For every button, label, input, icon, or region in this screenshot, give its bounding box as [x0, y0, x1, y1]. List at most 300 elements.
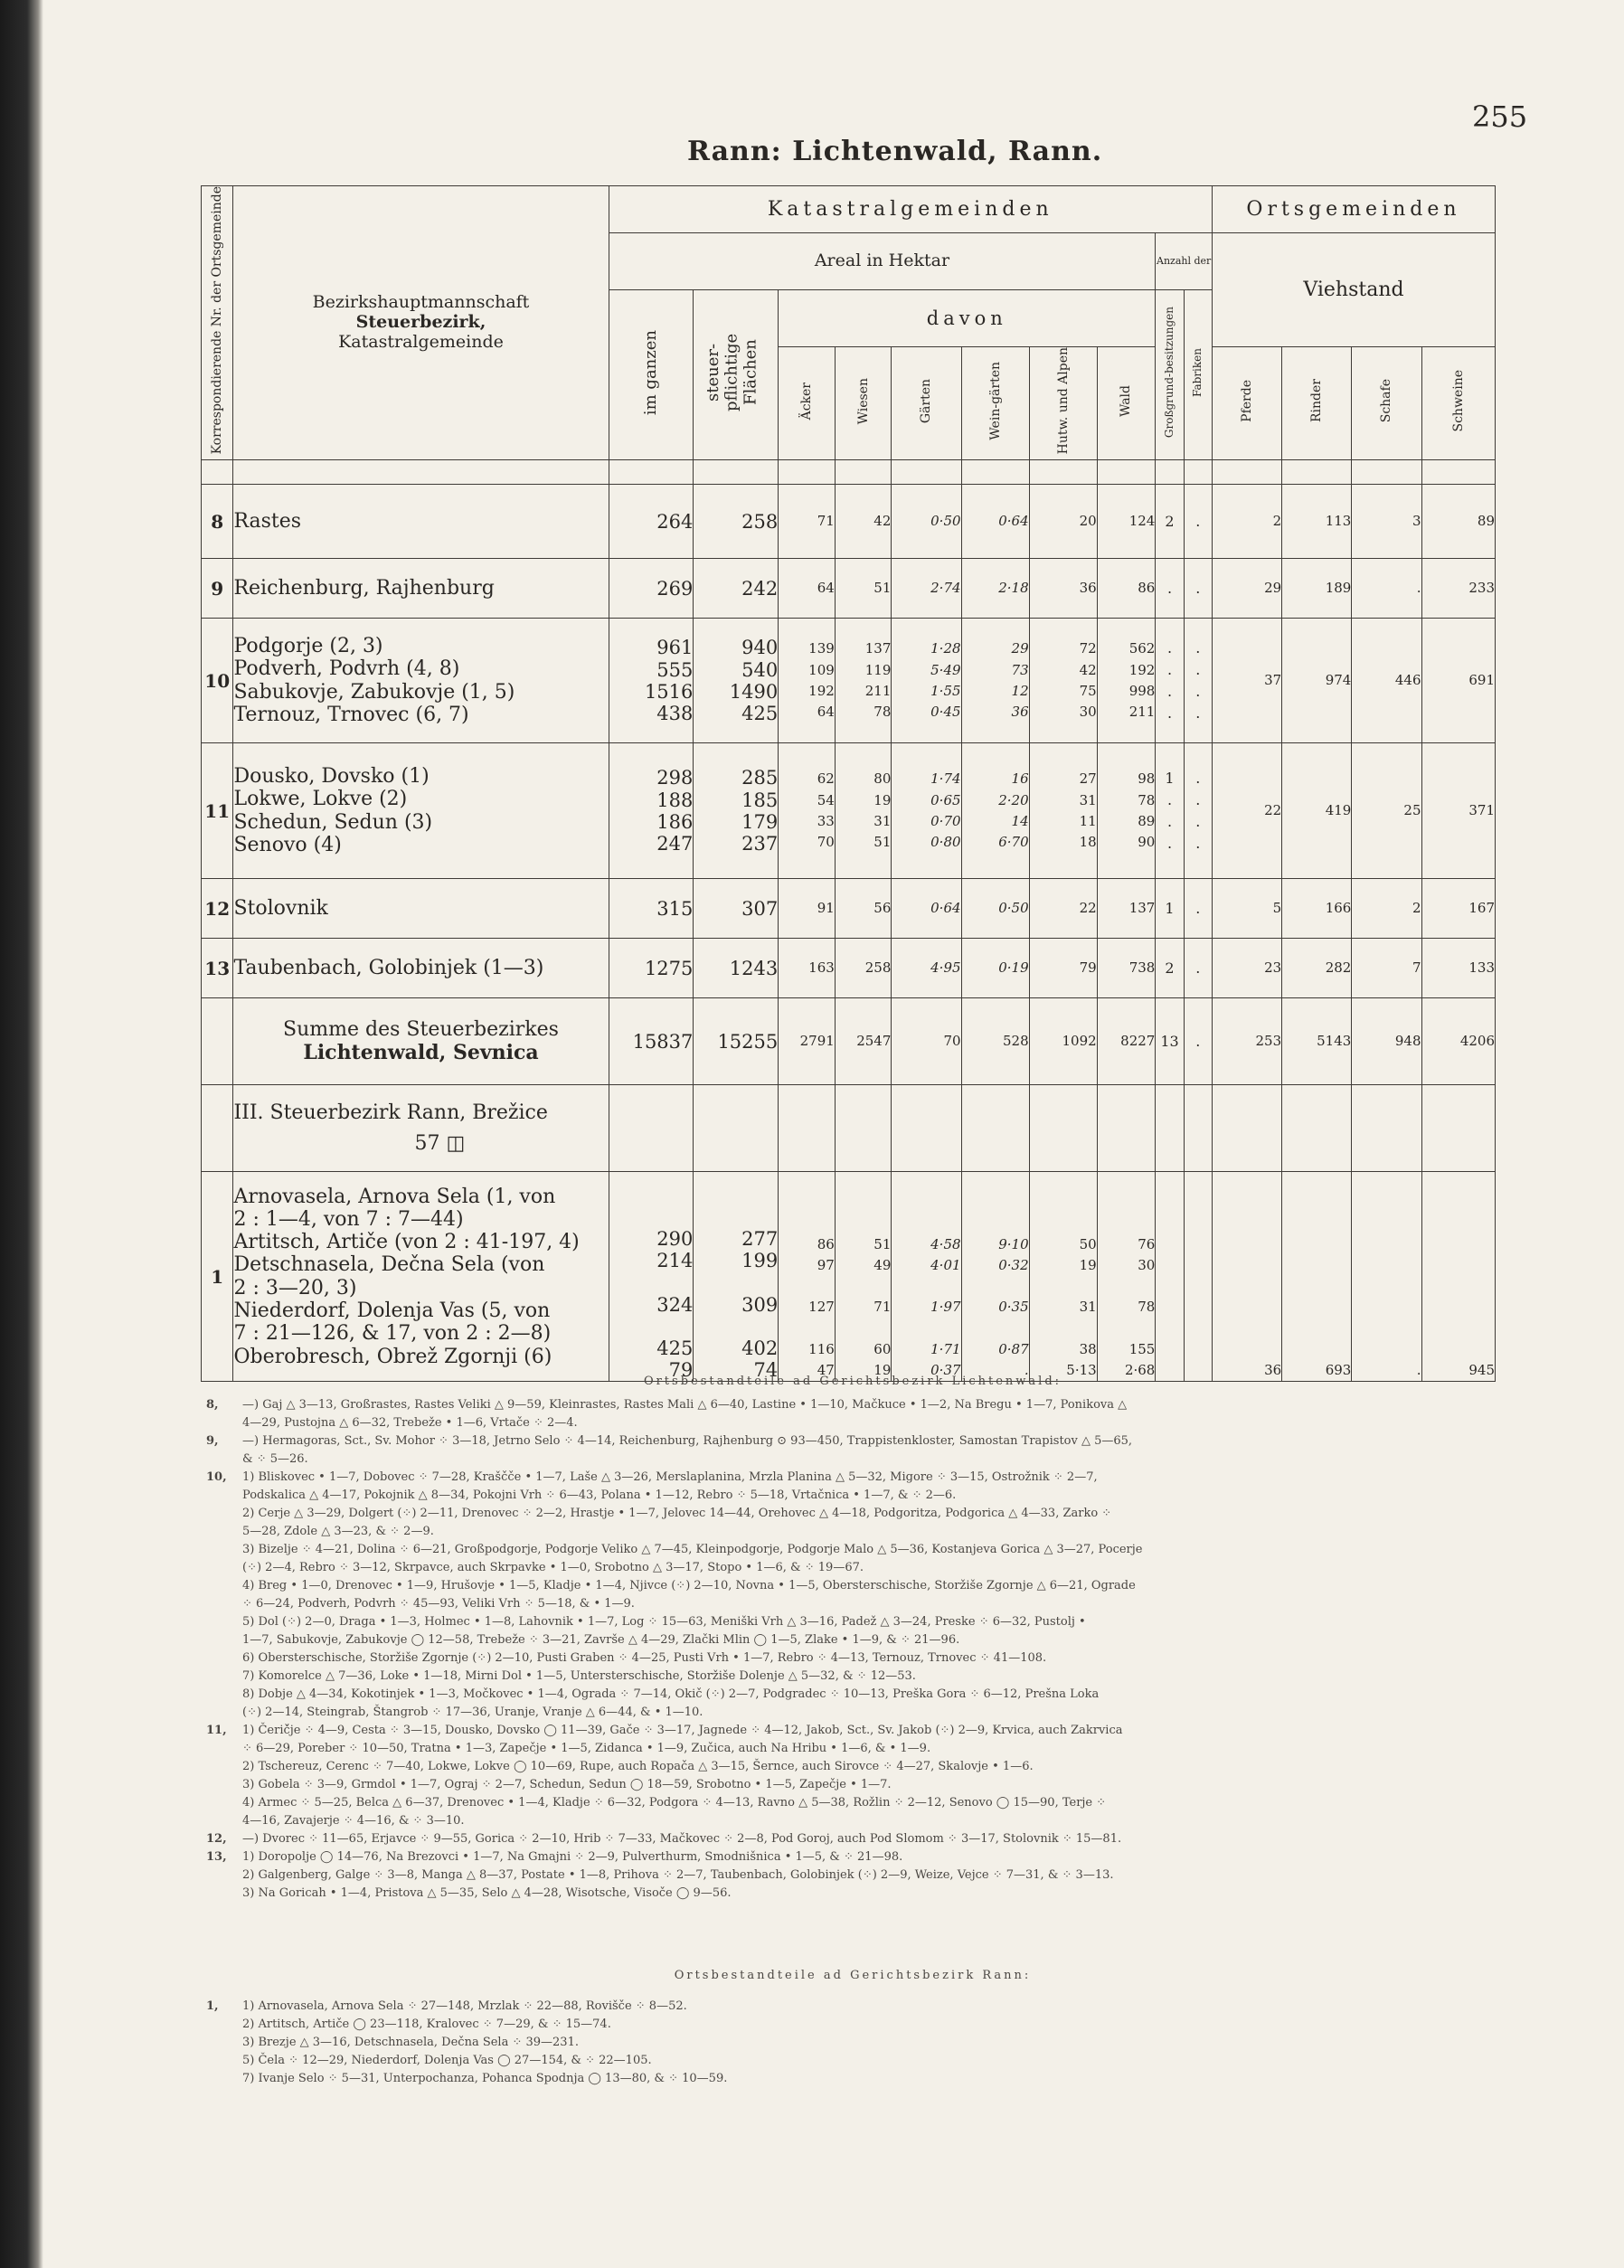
- row-wiesen-value: [836, 1318, 892, 1339]
- row-gaerten-value: 2·74: [930, 580, 961, 597]
- row-wald-value: 2·68: [1124, 1362, 1156, 1379]
- row-hutweiden: [1029, 485, 1097, 559]
- col-schafe: Schafe: [1352, 347, 1421, 460]
- row-schweine: 233: [1421, 559, 1496, 619]
- row-weingaerten-value: 6·70: [998, 834, 1029, 851]
- note-number: 12,: [206, 1832, 227, 1846]
- note-number: 1,: [206, 1999, 219, 2013]
- note-line: 1) Čerič̌je ⁘ 4—9, Cesta ⁘ 3—15, Dousko, Dovsko ◯ 11—39, Gače ⁘ 3—17, Jagnede ⁘ 4—12, Jakob, Sct., Sv. Jakob (⁘) 2—9, Krvica, auch Zakrvica: [242, 1724, 1123, 1737]
- row-weingaerten-value: [962, 1276, 1029, 1297]
- row-wiesen-value: 49: [873, 1256, 892, 1273]
- row-aecker-value: 139: [808, 640, 835, 657]
- running-title: Rann: Lichtenwald, Rann.: [687, 136, 1103, 167]
- note-line: 3) Gobela ⁘ 3—9, Grmdol • 1—7, Ograj ⁘ 2—7, Schedun, Sedun ◯ 18—59, Srobotno • 1—5, Zapečje • 1—7.: [242, 1778, 892, 1791]
- note-line: 3) Na Goricah • 1—4, Pristova △ 5—35, Selo △ 4—28, Wisotsche, Visoče ◯ 9—56.: [242, 1886, 732, 1900]
- summe-wein: 528: [961, 998, 1029, 1085]
- blank-cell: [694, 1085, 779, 1172]
- row-steuerpflichtig-value: 307: [741, 897, 779, 920]
- row-schafe: 7: [1352, 939, 1421, 998]
- row-steuerpflichtig-value: 258: [741, 510, 779, 533]
- row-wald-value: [1098, 1276, 1156, 1297]
- row-aecker-value: 163: [808, 959, 835, 977]
- row-hutweiden-value: 50: [1079, 1235, 1097, 1252]
- blank-cell: [1097, 1085, 1156, 1172]
- blank-cell: [1029, 1085, 1097, 1172]
- row-wald-value: 30: [1138, 1256, 1156, 1273]
- row-nr: 8: [202, 485, 233, 559]
- row-weingaerten: [961, 619, 1029, 743]
- row-gaerten-value: 1·74: [930, 770, 961, 788]
- row-name-value: Artitsch, Artiče (von 2 : 41-197, 4): [233, 1231, 580, 1254]
- row-weingaerten-value: 16: [1011, 770, 1029, 788]
- row-wiesen-value: 71: [873, 1299, 892, 1316]
- row-hutweiden-value: 38: [1079, 1340, 1097, 1357]
- col-steuerpflichtig: steuer-pflichtige Flächen: [694, 290, 779, 460]
- row-weingaerten: [961, 485, 1029, 559]
- row-gaerten: [892, 1172, 961, 1382]
- row-aecker-value: 47: [817, 1362, 835, 1379]
- blank-cell: [1184, 1085, 1212, 1172]
- row-aecker-value: 62: [817, 770, 835, 788]
- row-hutweiden-value: 31: [1079, 791, 1097, 808]
- row-fabriken-value: .: [1195, 682, 1201, 700]
- row-aecker: [779, 1172, 836, 1382]
- row-steuerpflichtig-value: 940: [741, 637, 779, 659]
- row-schafe: 446: [1352, 619, 1421, 743]
- row-gaerten: [892, 559, 961, 619]
- row-wald-value: 124: [1128, 513, 1156, 530]
- row-fabriken: [1184, 743, 1212, 879]
- bezirk3-sub: 57 ◫: [414, 1131, 466, 1155]
- row-name-value: Lokwe, Lokve (2): [233, 788, 408, 811]
- table-row: [202, 619, 1496, 743]
- row-wiesen-value: 42: [873, 513, 892, 530]
- row-hutweiden-value: 42: [1079, 661, 1097, 678]
- col-nr: Korrespondierende Nr. der Ortsgemeinde: [202, 186, 233, 460]
- row-nr: 11: [202, 743, 233, 879]
- row-aecker: [779, 619, 836, 743]
- row-gaerten-value: 1·97: [930, 1299, 961, 1316]
- row-gaerten: [892, 485, 961, 559]
- row-hutweiden-value: 30: [1079, 704, 1097, 721]
- row-steuerpflichtig: [694, 619, 779, 743]
- note-line: 4—29, Pustojna △ 6—32, Trebeže • 1—6, Vrtače ⁘ 2—4.: [242, 1416, 578, 1430]
- row-grossgrund-value: 1: [1165, 769, 1175, 787]
- row-grossgrund: [1156, 619, 1184, 743]
- table-row: [202, 559, 1496, 619]
- row-gaerten-value: 4·95: [930, 959, 961, 977]
- row-aecker-value: 109: [808, 661, 835, 678]
- row-weingaerten-value: 29: [1011, 640, 1029, 657]
- row-schweine: 89: [1421, 485, 1496, 559]
- bezirk3-heading: III. Steuerbezirk Rann, Brežice: [233, 1101, 548, 1125]
- row-hutweiden: [1029, 743, 1097, 879]
- row-pferde: 23: [1212, 939, 1281, 998]
- note-number: 9,: [206, 1434, 219, 1448]
- row-hutweiden-value: 5·13: [1066, 1362, 1097, 1379]
- orts-group-header: Ortsgemeinden: [1212, 186, 1495, 233]
- row-wiesen-value: 119: [864, 661, 892, 678]
- row-gaerten-value: 0·64: [930, 900, 961, 917]
- note-text: [242, 1396, 1499, 1432]
- row-gaerten-value: 4·01: [930, 1256, 961, 1273]
- row-gaerten-value: 0·50: [930, 513, 961, 530]
- note-line: 4—16, Zavajerje ⁘ 4—16, & ⁘ 3—10.: [242, 1814, 465, 1828]
- row-aecker: [779, 559, 836, 619]
- row-aecker-value: 54: [817, 791, 835, 808]
- davon-header: davon: [779, 290, 1156, 347]
- page-number: 255: [1472, 99, 1528, 134]
- summe-line1: Summe des Steuerbezirkes: [283, 1018, 559, 1042]
- row-name-value: Taubenbach, Golobinjek (1—3): [233, 957, 544, 980]
- row-steuerpflichtig-value: 237: [741, 832, 779, 855]
- blank-cell: [609, 1085, 694, 1172]
- col-im-ganzen: im ganzen: [609, 290, 694, 460]
- row-schafe: .: [1352, 1172, 1421, 1382]
- row-wiesen: [835, 743, 892, 879]
- row-schweine: 945: [1421, 1172, 1496, 1382]
- row-wald-value: 89: [1138, 812, 1156, 829]
- summe-pferde: 253: [1212, 998, 1281, 1085]
- row-wiesen: [835, 939, 892, 998]
- statistics-table: [201, 185, 1496, 1382]
- row-gaerten: [892, 619, 961, 743]
- summe-wald: 8227: [1097, 998, 1156, 1085]
- row-grossgrund: [1156, 879, 1184, 939]
- notes2-title: Ortsbestandteile ad Gerichtsbezirk Rann:: [674, 1969, 1032, 1982]
- note-line: 4) Armec ⁘ 5—25, Belca △ 6—37, Drenovec • 1—4, Kladje ⁘ 6—32, Podgora ⁘ 4—13, Ravno △ 5—38, Rožlin ⁘ 2—12, Senovo ◯ 15—90, Terje ⁘: [242, 1796, 1107, 1810]
- row-weingaerten-value: 0·87: [998, 1340, 1029, 1357]
- row-weingaerten-value: 0·64: [998, 513, 1029, 530]
- row-im-ganzen-value: 438: [656, 702, 694, 724]
- table-row: [202, 879, 1496, 939]
- row-grossgrund-value: .: [1166, 812, 1173, 830]
- row-gaerten-value: 0·80: [930, 834, 961, 851]
- row-im-ganzen: [609, 1172, 694, 1382]
- row-fabriken: [1184, 1172, 1212, 1382]
- row-im-ganzen-value: 1516: [644, 680, 694, 703]
- row-name-value: Detschnasela, Dečna Sela (von: [233, 1253, 545, 1277]
- row-gaerten-value: [892, 1318, 960, 1339]
- note-line: —) Gaj △ 3—13, Großrastes, Rastes Veliki △ 9—59, Kleinrastes, Rastes Mali △ 6—40, Lastine • 1—10, Mačkuce • 1—2, Na Bregu • 1—7, Ponikova △: [242, 1398, 1128, 1412]
- row-grossgrund-value: 2: [1165, 959, 1175, 977]
- row-hutweiden-value: 19: [1079, 1256, 1097, 1273]
- row-steuerpflichtig-value: 285: [741, 767, 779, 789]
- row-nr: 9: [202, 559, 233, 619]
- row-wald-value: 86: [1138, 580, 1156, 597]
- row-weingaerten: [961, 559, 1029, 619]
- row-rinder: 189: [1282, 559, 1352, 619]
- col-hutweiden: Hutw. und Alpen: [1029, 347, 1097, 460]
- summe-schafe: 948: [1352, 998, 1421, 1085]
- note-text: [242, 1848, 1499, 1903]
- row-name-value: 7 : 21—126, & 17, von 2 : 2—8): [233, 1322, 552, 1346]
- row-grossgrund: [1156, 939, 1184, 998]
- row-steuerpflichtig-value: 425: [741, 702, 779, 724]
- row-steuerpflichtig-value: 1490: [729, 680, 779, 703]
- row-pferde: 2: [1212, 485, 1281, 559]
- row-schweine: 371: [1421, 743, 1496, 879]
- note-line: 1) Doropolje ◯ 14—76, Na Brezovci • 1—7, Na Gmajni ⁘ 2—9, Pulverthurm, Smodnišnica • 1—5, & ⁘ 21—98.: [242, 1850, 903, 1864]
- row-wald-value: 98: [1138, 770, 1156, 788]
- row-wald-value: 192: [1128, 661, 1156, 678]
- note-text: [242, 1830, 1499, 1848]
- row-steuerpflichtig-value: 242: [741, 577, 779, 600]
- row-grossgrund-value: .: [1166, 638, 1173, 657]
- row-im-ganzen: [609, 619, 694, 743]
- row-wiesen-value: 51: [873, 580, 892, 597]
- row-aecker-value: [779, 1318, 835, 1339]
- note-line: 3) Brezje △ 3—16, Detschnasela, Dečna Sela ⁘ 39—231.: [242, 2036, 579, 2049]
- row-steuerpflichtig: [694, 879, 779, 939]
- row-name-value: Sabukovje, Zabukovje (1, 5): [233, 680, 515, 704]
- row-schafe: 3: [1352, 485, 1421, 559]
- col-rinder: Rinder: [1282, 347, 1352, 460]
- row-grossgrund: [1156, 559, 1184, 619]
- row-aecker: [779, 743, 836, 879]
- row-wald-value: 562: [1128, 640, 1156, 657]
- row-name-value: Stolovnik: [233, 897, 328, 921]
- row-aecker-value: 192: [808, 682, 835, 699]
- row-steuerpflichtig-value: [694, 1272, 778, 1294]
- col-wiesen: Wiesen: [835, 347, 892, 460]
- row-im-ganzen: [609, 879, 694, 939]
- summe-fabriken: .: [1184, 998, 1212, 1085]
- note-line: 2) Cerje △ 3—29, Dolgert (⁘) 2—11, Drenovec ⁘ 2—2, Hrastje • 1—7, Jelovec 14—44, Orehovec △ 4—18, Podgoritza, Podgorica △ 4—33, Zarko ⁘: [242, 1507, 1112, 1520]
- notes-title: Ortsbestandteile ad Gerichtsbezirk Lichtenwald:: [643, 1375, 1062, 1388]
- bezirk3-title-row: [202, 1085, 1496, 1172]
- row-steuerpflichtig: [694, 743, 779, 879]
- anzahl-header: Anzahl der: [1156, 233, 1213, 290]
- row-fabriken-value: .: [1195, 812, 1201, 830]
- row-fabriken-value: .: [1195, 834, 1201, 852]
- row-gaerten-value: [892, 1276, 960, 1297]
- summe-rinder: 5143: [1282, 998, 1352, 1085]
- note-number: 13,: [206, 1850, 227, 1864]
- row-im-ganzen-value: [609, 1316, 694, 1337]
- note-line: 3) Bizelje ⁘ 4—21, Dolina ⁘ 6—21, Großpodgorje, Podgorje Veliko △ 7—45, Kleinpodgorje, Podgorje Malo △ 5—36, Kostanjeva Gorica △ 3—27, Pocerje: [242, 1543, 1143, 1556]
- row-fabriken-value: .: [1195, 638, 1201, 657]
- row-hutweiden: [1029, 619, 1097, 743]
- row-wiesen-value: 258: [864, 959, 892, 977]
- summe-gaerten: 70: [892, 998, 961, 1085]
- row-wiesen-value: 78: [873, 704, 892, 721]
- note-entry: [206, 1830, 1499, 1848]
- areal-header: Areal in Hektar: [609, 233, 1156, 290]
- row-im-ganzen-value: 555: [656, 658, 694, 681]
- note-line: & ⁘ 5—26.: [242, 1452, 308, 1466]
- row-wiesen-value: 31: [873, 812, 892, 829]
- blank-cell: [1156, 1085, 1184, 1172]
- row-wiesen-value: 80: [873, 770, 892, 788]
- row-name-value: Niederdorf, Dolenja Vas (5, von: [233, 1299, 551, 1323]
- row-fabriken-value: .: [1195, 959, 1201, 977]
- row-fabriken-value: .: [1195, 899, 1201, 917]
- row-rinder: 166: [1282, 879, 1352, 939]
- note-line: 5—28, Zdole △ 3—23, & ⁘ 2—9.: [242, 1525, 434, 1538]
- row-name-value: Podverh, Podvrh (4, 8): [233, 657, 460, 681]
- note-line: 2) Tschereuz, Cerenc ⁘ 7—40, Lokwe, Lokve ◯ 10—69, Rupe, auch Ropača △ 3—15, Šernce, auch Sirovce ⁘ 4—27, Skalovje • 1—6.: [242, 1760, 1034, 1773]
- row-im-ganzen-value: 79: [668, 1359, 694, 1382]
- row-gaerten-value: 0·65: [930, 791, 961, 808]
- row-fabriken: [1184, 485, 1212, 559]
- kat-group-header: Katastralgemeinden: [609, 186, 1212, 233]
- row-fabriken-value: .: [1195, 704, 1201, 722]
- row-weingaerten-value: 9·10: [998, 1235, 1029, 1252]
- row-im-ganzen-value: 961: [656, 637, 694, 659]
- note-text: [242, 1998, 1499, 2088]
- row-name-value: Rastes: [233, 510, 302, 534]
- row-im-ganzen-value: 264: [656, 510, 694, 533]
- row-wald-value: 78: [1138, 791, 1156, 808]
- row-hutweiden-value: [1030, 1318, 1097, 1339]
- bezirk3-row: [202, 1172, 1496, 1382]
- row-im-ganzen-value: 324: [656, 1293, 694, 1316]
- row-wald: [1097, 743, 1156, 879]
- row-aecker-value: 116: [808, 1340, 835, 1357]
- row-pferde: 37: [1212, 619, 1281, 743]
- row-grossgrund: [1156, 743, 1184, 879]
- note-line: ⁘ 6—24, Podverh, Podvrh ⁘ 45—93, Veliki Vrh ⁘ 5—18, & • 1—9.: [242, 1597, 635, 1611]
- row-weingaerten-value: 36: [1011, 704, 1029, 721]
- blank-cell: [779, 1085, 836, 1172]
- row-rinder: 974: [1282, 619, 1352, 743]
- row-name: [233, 485, 609, 559]
- row-schweine: 691: [1421, 619, 1496, 743]
- row-weingaerten-value: 14: [1011, 812, 1029, 829]
- row-rinder: 113: [1282, 485, 1352, 559]
- row-wald-value: 155: [1128, 1340, 1156, 1357]
- row-aecker-value: 97: [817, 1256, 835, 1273]
- row-wiesen-value: 137: [864, 640, 892, 657]
- row-wiesen-value: 51: [873, 834, 892, 851]
- row-name-value: Oberobresch, Obrež Zgornji (6): [233, 1345, 552, 1368]
- row-fabriken-value: .: [1195, 790, 1201, 808]
- row-gaerten-value: 0·37: [930, 1362, 961, 1379]
- row-wald-value: 137: [1128, 900, 1156, 917]
- row-im-ganzen-value: 315: [656, 897, 694, 920]
- row-grossgrund-value: 2: [1165, 512, 1175, 530]
- row-wald-value: 211: [1128, 704, 1156, 721]
- note-number: 8,: [206, 1398, 219, 1412]
- row-hutweiden: [1029, 939, 1097, 998]
- note-text: [242, 1432, 1499, 1469]
- row-gaerten-value: 5·49: [930, 661, 961, 678]
- note-line: 1) Bliskovec • 1—7, Dobovec ⁘ 7—28, Kraščče • 1—7, Laše △ 3—26, Merslaplanina, Mrzla Planina △ 5—32, Migore ⁘ 3—15, Ostrožnik ⁘ 2—7,: [242, 1470, 1098, 1484]
- row-rinder: 419: [1282, 743, 1352, 879]
- note-text: [242, 1469, 1499, 1722]
- row-aecker-value: 64: [817, 580, 835, 597]
- row-hutweiden-value: 75: [1079, 682, 1097, 699]
- row-name: [233, 939, 609, 998]
- row-nr: 10: [202, 619, 233, 743]
- viehstand-header: Viehstand: [1212, 233, 1495, 347]
- row-gaerten-value: 1·55: [930, 682, 961, 699]
- row-aecker-value: 127: [808, 1299, 835, 1316]
- row-grossgrund: [1156, 485, 1184, 559]
- row-nr: 12: [202, 879, 233, 939]
- row-wald: [1097, 619, 1156, 743]
- row-weingaerten: [961, 879, 1029, 939]
- note-line: (⁘) 2—14, Steingrab, Štangrob ⁘ 17—36, Uranje, Vranje △ 6—44, & • 1—10.: [242, 1706, 703, 1719]
- row-steuerpflichtig: [694, 939, 779, 998]
- row-wald-value: 738: [1128, 959, 1156, 977]
- row-steuerpflichtig-value: 179: [741, 810, 779, 833]
- blank-cell: [1421, 1085, 1496, 1172]
- row-im-ganzen-value: 1275: [644, 957, 694, 979]
- row-wald-value: 998: [1128, 682, 1156, 699]
- row-steuerpflichtig: [694, 559, 779, 619]
- row-fabriken: [1184, 619, 1212, 743]
- summe-wiesen: 2547: [835, 998, 892, 1085]
- row-weingaerten-value: 12: [1011, 682, 1029, 699]
- row-weingaerten-value: .: [1024, 1362, 1029, 1379]
- row-wald-value: [1098, 1318, 1156, 1339]
- row-wiesen: [835, 1172, 892, 1382]
- row-rinder: 693: [1282, 1172, 1352, 1382]
- row-schafe: 25: [1352, 743, 1421, 879]
- summe-steuerpflichtig: 15255: [694, 998, 779, 1085]
- row-schweine: 133: [1421, 939, 1496, 998]
- row-wald: [1097, 559, 1156, 619]
- note-line: Podskalica △ 4—17, Pokojnik △ 8—34, Pokojni Vrh ⁘ 6—43, Polana • 1—12, Rebro ⁘ 5—18, Vrtačnica • 1—7, & ⁘ 2—6.: [242, 1488, 957, 1502]
- row-grossgrund-value: .: [1166, 579, 1173, 597]
- row-im-ganzen: [609, 485, 694, 559]
- blank-cell: [1282, 1085, 1352, 1172]
- row-gaerten-value: 1·28: [930, 640, 961, 657]
- summe-row: [202, 998, 1496, 1085]
- row-steuerpflichtig-value: 277: [741, 1228, 779, 1251]
- book-binding-edge: [0, 0, 43, 2268]
- col-schweine: Schweine: [1421, 347, 1496, 460]
- row-grossgrund-value: .: [1166, 834, 1173, 852]
- row-grossgrund-value: .: [1166, 682, 1173, 700]
- row-pferde: 5: [1212, 879, 1281, 939]
- row-name: [233, 619, 609, 743]
- row-im-ganzen: [609, 743, 694, 879]
- row-grossgrund-value: 1: [1165, 899, 1175, 917]
- col-gaerten: Gärten: [892, 347, 961, 460]
- row-wiesen-value: 60: [873, 1340, 892, 1357]
- row-hutweiden-value: 72: [1079, 640, 1097, 657]
- row-weingaerten-value: 2·18: [998, 580, 1029, 597]
- row-wald-value: 90: [1138, 834, 1156, 851]
- row-wald: [1097, 939, 1156, 998]
- row-wald: [1097, 485, 1156, 559]
- row-schafe: 2: [1352, 879, 1421, 939]
- row-aecker: [779, 485, 836, 559]
- row-gaerten-value: 1·71: [930, 1340, 961, 1357]
- row-hutweiden-value: [1030, 1276, 1097, 1297]
- row-name-value: Podgorje (2, 3): [233, 635, 383, 658]
- col-grossgrund: Großgrund-besitzungen: [1156, 290, 1184, 460]
- row-im-ganzen-value: 269: [656, 577, 694, 600]
- row-fabriken: [1184, 879, 1212, 939]
- row-name-value: Reichenburg, Rajhenburg: [233, 577, 495, 600]
- row-gaerten-value: 0·45: [930, 704, 961, 721]
- row-im-ganzen-value: 247: [656, 832, 694, 855]
- row-name-value: 2 : 1—4, von 7 : 7—44): [233, 1207, 464, 1231]
- row-aecker-value: 64: [817, 704, 835, 721]
- note-text: [242, 1722, 1499, 1830]
- col-weingaerten: Wein-gärten: [961, 347, 1029, 460]
- note-line: 5) Dol (⁘) 2—0, Draga • 1—3, Holmec • 1—8, Lahovnik • 1—7, Log ⁘ 15—63, Meniški Vrh △ 3—16, Padež △ 3—24, Preske ⁘ 6—32, Pustolj •: [242, 1615, 1086, 1629]
- bezirk3-nr-empty: [202, 1085, 233, 1172]
- col-wald: Wald: [1097, 347, 1156, 460]
- row-hutweiden: [1029, 879, 1097, 939]
- row-hutweiden-value: 22: [1079, 900, 1097, 917]
- row-name-value: Arnovasela, Arnova Sela (1, von: [233, 1185, 556, 1208]
